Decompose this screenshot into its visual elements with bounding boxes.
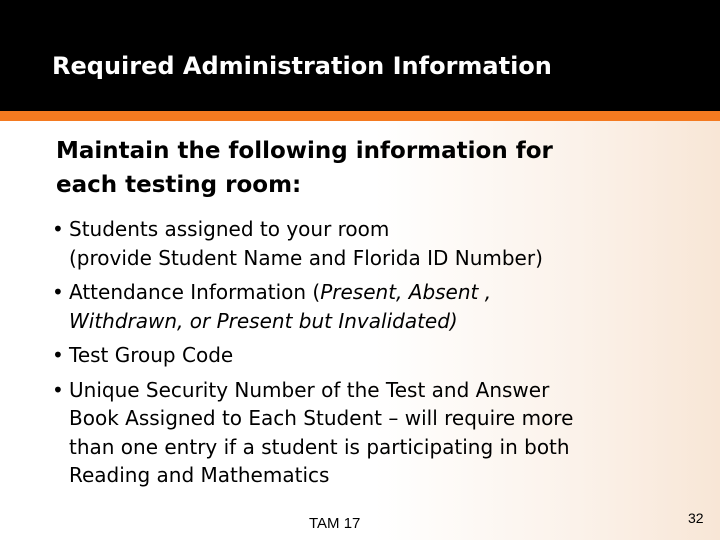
heading-line-1: Maintain the following information for xyxy=(56,138,553,164)
bullet-attendance xyxy=(52,278,662,335)
bullet-icon: • xyxy=(52,343,64,367)
bullet-icon: • xyxy=(52,377,64,402)
bullet-security-number xyxy=(52,376,662,490)
bullet-text: Students assigned to your room xyxy=(69,217,390,241)
bullet-text: Reading and Mathematics xyxy=(69,463,330,487)
bullet-icon: • xyxy=(52,217,64,241)
bullet-students xyxy=(52,215,662,272)
footer-label: TAM 17 xyxy=(309,515,361,532)
bullet-text: Test Group Code xyxy=(69,343,234,367)
bullet-text: than one entry if a student is participating in both xyxy=(69,434,570,459)
bullet-test-group xyxy=(52,341,662,370)
title-bar xyxy=(0,0,720,111)
bullet-text: Attendance Information ( xyxy=(69,280,321,304)
page-number: 32 xyxy=(688,510,704,526)
bullet-text: Unique Security Number of the Test and Answer xyxy=(69,377,550,402)
bullet-text: (provide Student Name and Florida ID Number) xyxy=(69,245,543,270)
heading-line-2: each testing room: xyxy=(56,172,302,198)
orange-divider xyxy=(0,111,720,121)
slide-title: Required Administration Information xyxy=(52,52,552,80)
bullet-text-italic: Withdrawn, or Present but Invalidated) xyxy=(69,308,458,333)
bullet-list xyxy=(52,215,662,496)
bullet-text-italic: Present, Absent , xyxy=(320,280,492,304)
slide-heading xyxy=(56,134,553,202)
bullet-text: Book Assigned to Each Student – will require more xyxy=(69,406,574,430)
bullet-icon: • xyxy=(52,280,64,304)
